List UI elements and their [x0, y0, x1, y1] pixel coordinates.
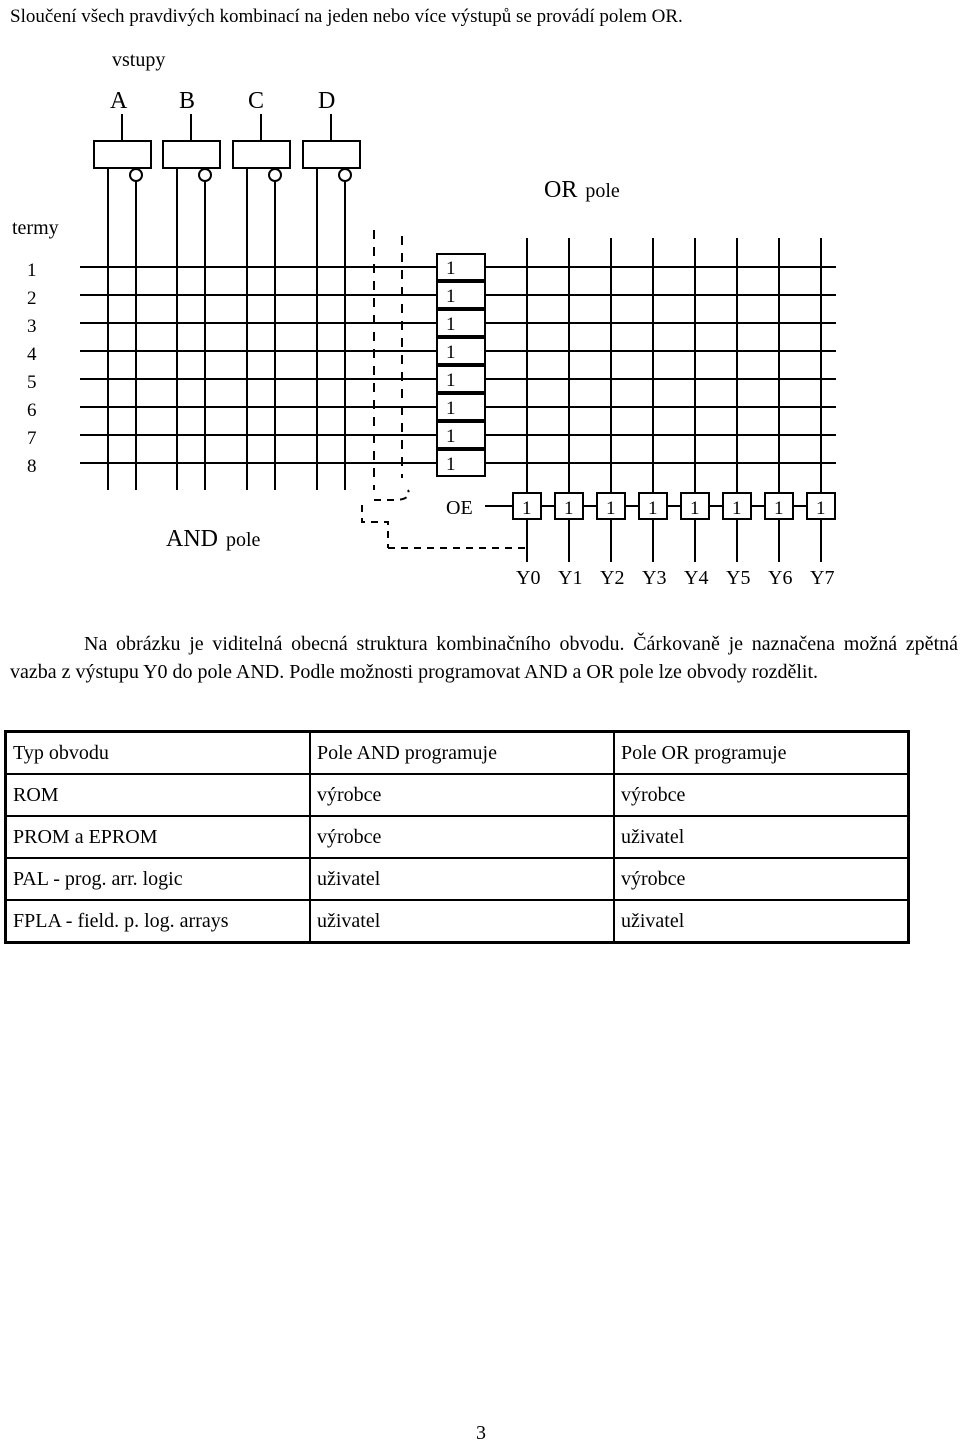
table-cell: uživatel — [614, 816, 909, 858]
feedback-lines — [374, 230, 402, 490]
oe-label: OE — [446, 497, 473, 519]
table-header-cell: Pole AND programuje — [310, 732, 614, 775]
term-number-8: 8 — [27, 456, 37, 477]
input-buffer-a — [94, 114, 151, 490]
output-label-y4: Y4 — [684, 567, 709, 589]
term-row-7 — [80, 422, 836, 448]
and-gate-symbol-4: 1 — [446, 342, 456, 363]
page-number: 3 — [476, 1422, 486, 1444]
term-row-5 — [80, 366, 836, 392]
or-gate-symbol-y7: 1 — [816, 498, 826, 519]
or-gate-symbol-y3: 1 — [648, 498, 658, 519]
table-cell: PROM a EPROM — [6, 816, 311, 858]
table-row — [6, 816, 909, 858]
term-row-2 — [80, 282, 836, 308]
or-gate-symbol-y5: 1 — [732, 498, 742, 519]
term-row-1 — [80, 254, 836, 280]
term-number-7: 7 — [27, 428, 37, 449]
term-number-5: 5 — [27, 372, 37, 393]
table-cell: uživatel — [310, 858, 614, 900]
output-label-y6: Y6 — [768, 567, 793, 589]
output-label-y2: Y2 — [600, 567, 625, 589]
table-row — [6, 774, 909, 816]
and-gate-symbol-6: 1 — [446, 398, 456, 419]
terms-heading: termy — [12, 217, 59, 239]
term-number-3: 3 — [27, 316, 37, 337]
and-gate-symbol-7: 1 — [446, 426, 456, 447]
and-gate-symbol-8: 1 — [446, 454, 456, 475]
inputs-heading: vstupy — [112, 49, 166, 71]
output-label-y0: Y0 — [516, 567, 541, 589]
output-label-y5: Y5 — [726, 567, 751, 589]
or-array-label: OR pole — [544, 177, 620, 203]
and-gate-symbol-3: 1 — [446, 314, 456, 335]
input-label-b: B — [179, 88, 196, 114]
table-cell: výrobce — [614, 774, 909, 816]
output-label-y3: Y3 — [642, 567, 667, 589]
and-gate-symbol-1: 1 — [446, 258, 456, 279]
table-cell: výrobce — [614, 858, 909, 900]
and-gate-symbol-5: 1 — [446, 370, 456, 391]
term-number-4: 4 — [27, 344, 37, 365]
or-gate-symbol-y2: 1 — [606, 498, 616, 519]
term-number-1: 1 — [27, 260, 37, 281]
feedback-loop — [362, 490, 527, 548]
or-gate-symbol-y6: 1 — [774, 498, 784, 519]
table-header-cell: Pole OR programuje — [614, 732, 909, 775]
table-cell: výrobce — [310, 774, 614, 816]
and-gate-symbol-2: 1 — [446, 286, 456, 307]
term-row-8 — [80, 450, 836, 476]
term-number-6: 6 — [27, 400, 37, 421]
input-label-c: C — [248, 88, 265, 114]
input-buffer-c — [233, 114, 290, 490]
pla-structure-diagram — [0, 0, 960, 600]
input-buffer-d — [303, 114, 360, 490]
caption-text: Na obrázku je viditelná obecná struktura kombinačního obvodu. Čárkovaně je naznačena možná zpětná vazba z výstupu Y0 do pole AND. Podle možnosti programovat AND a OR pole lze obvody rozdělit. — [10, 633, 958, 683]
circuit-types-table — [4, 730, 910, 944]
or-gate-symbol-y0: 1 — [522, 498, 532, 519]
or-gate-symbol-y4: 1 — [690, 498, 700, 519]
term-row-3 — [80, 310, 836, 336]
table-cell: uživatel — [310, 900, 614, 943]
input-buffer-b — [163, 114, 220, 490]
table-row — [6, 900, 909, 943]
term-number-2: 2 — [27, 288, 37, 309]
output-label-y7: Y7 — [810, 567, 835, 589]
or-gate-symbol-y1: 1 — [564, 498, 574, 519]
intro-text: Sloučení všech pravdivých kombinací na jeden nebo více výstupů se provádí polem OR. — [10, 6, 683, 27]
input-label-d: D — [318, 88, 336, 114]
term-row-6 — [80, 394, 836, 420]
table-cell: PAL - prog. arr. logic — [6, 858, 311, 900]
table-cell: výrobce — [310, 816, 614, 858]
table-row — [6, 858, 909, 900]
term-row-4 — [80, 338, 836, 364]
table-header-row — [6, 732, 909, 775]
and-array-label: AND pole — [166, 526, 261, 552]
table-cell: uživatel — [614, 900, 909, 943]
table-cell: ROM — [6, 774, 311, 816]
table-cell: FPLA - field. p. log. arrays — [6, 900, 311, 943]
output-label-y1: Y1 — [558, 567, 583, 589]
input-label-a: A — [110, 88, 128, 114]
caption-paragraph — [10, 630, 958, 686]
table-header-cell: Typ obvodu — [6, 732, 311, 775]
